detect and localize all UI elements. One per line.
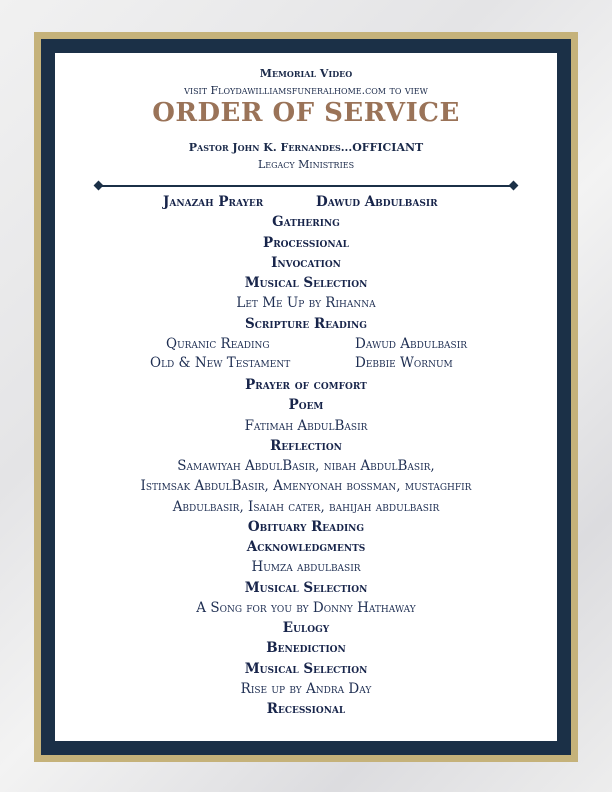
song-2: A Song for you by Donny Hathaway <box>196 600 416 616</box>
benediction-heading: Benediction <box>266 640 346 656</box>
divider-left-diamond <box>94 181 104 191</box>
reflection-names-line-2: Istimsak AbdulBasir, Amenyonah bossman, mustaghfir <box>140 478 472 494</box>
page-title: ORDER OF SERVICE <box>152 98 460 128</box>
old-new-testament-reader: Debbie Wornum <box>355 355 453 371</box>
acknowledgments-heading: Acknowledgments <box>246 539 366 555</box>
ministry-line: Legacy Ministries <box>257 158 355 171</box>
visit-website-text: visit Floydawilliamsfuneralhome.com to view <box>184 84 428 97</box>
processional-heading: Processional <box>263 235 349 251</box>
song-1: Let Me Up by Rihanna <box>236 295 376 311</box>
order-of-service-content <box>55 53 557 741</box>
old-new-testament-label: Old & New Testament <box>150 355 291 371</box>
musical-selection-heading-2: Musical Selection <box>244 580 368 596</box>
poem-reader: Fatimah AbdulBasir <box>244 418 368 434</box>
invocation-heading: Invocation <box>271 255 341 271</box>
obituary-reading-heading: Obituary Reading <box>247 519 365 535</box>
reflection-names-line-1: Samawiyah AbdulBasir, nibah AbdulBasir, <box>177 458 435 474</box>
officiant-line: Pastor John K. Fernandes...OFFICIANT <box>188 141 424 154</box>
reflection-heading: Reflection <box>270 438 342 454</box>
divider-right-diamond <box>509 181 519 191</box>
gold-border <box>34 32 578 762</box>
acknowledgments-reader: Humza abdulbasir <box>251 559 361 575</box>
poem-heading: Poem <box>288 397 324 413</box>
janazah-prayer-leader: Dawud Abdulbasir <box>316 194 438 210</box>
recessional-heading: Recessional <box>266 701 346 717</box>
paper-panel <box>55 53 557 741</box>
song-3: Rise up by Andra Day <box>240 681 372 697</box>
musical-selection-heading-3: Musical Selection <box>244 661 368 677</box>
scripture-reading-heading: Scripture Reading <box>245 316 367 332</box>
prayer-of-comfort-heading: Prayer of comfort <box>245 377 367 393</box>
navy-border <box>41 39 571 755</box>
musical-selection-heading-1: Musical Selection <box>244 275 368 291</box>
quranic-reading-reader: Dawud Abdulbasir <box>355 336 468 352</box>
eulogy-heading: Eulogy <box>282 620 330 636</box>
memorial-video-label: Memorial Video <box>259 67 353 80</box>
section-divider <box>99 185 513 187</box>
reflection-names-line-3: Abdulbasir, Isaiah cater, bahijah abdulbasir <box>172 499 440 515</box>
gathering-heading: Gathering <box>272 214 340 230</box>
quranic-reading-label: Quranic Reading <box>166 336 270 352</box>
janazah-prayer-label: Janazah Prayer <box>163 194 264 210</box>
